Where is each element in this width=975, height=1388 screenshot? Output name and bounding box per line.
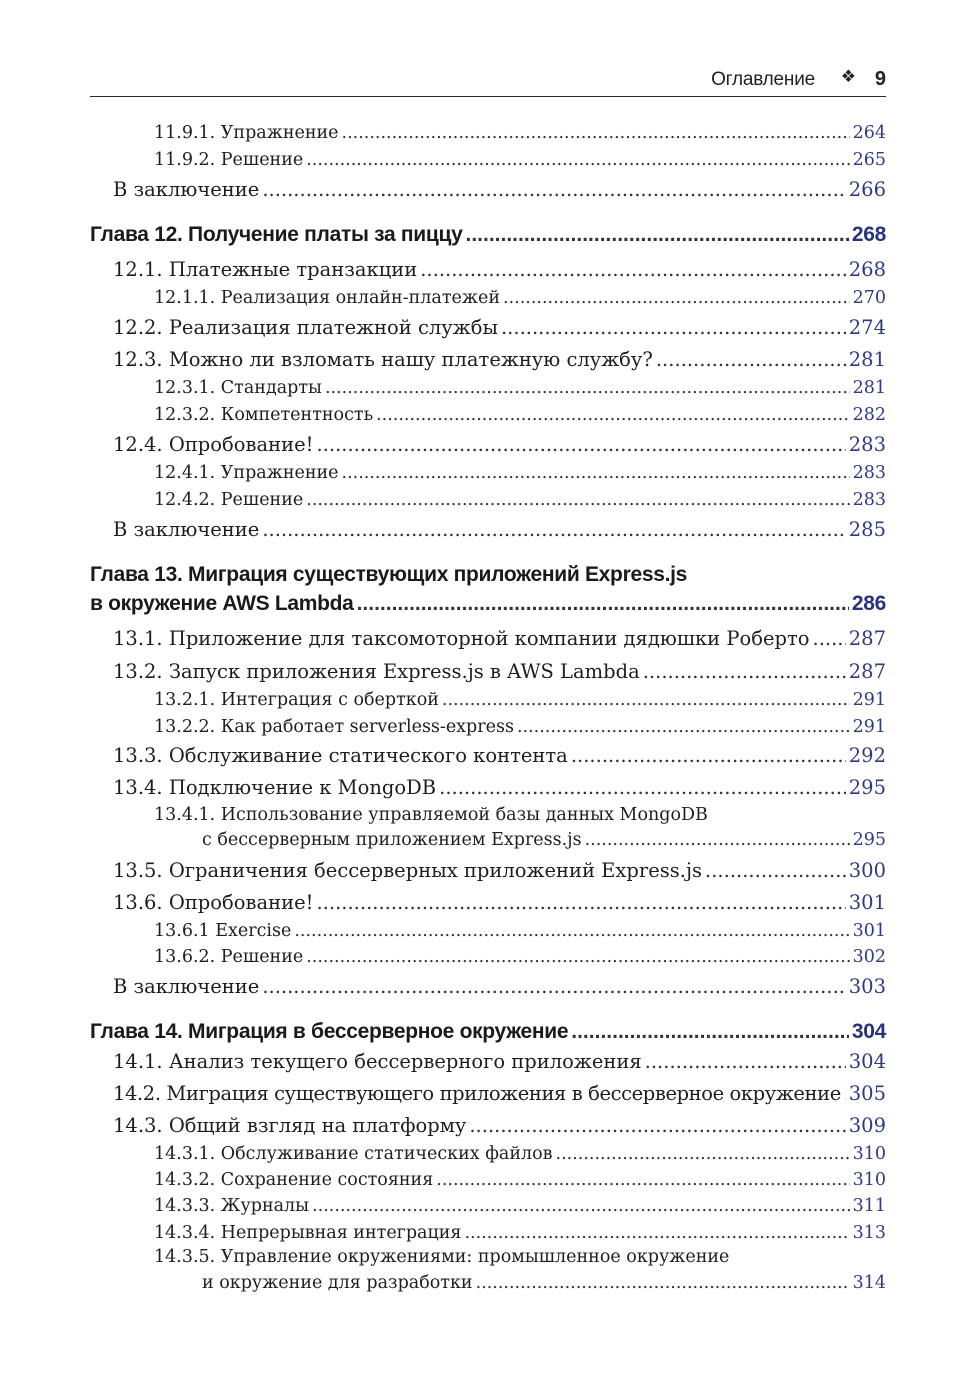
toc-page: 283 [852,490,886,510]
toc-page: 313 [852,1223,886,1243]
toc-entry[interactable]: 14.3. Общий взгляд на платформу ..... 309 [113,1114,886,1140]
page-number: 9 [874,68,886,90]
toc-page: 310 [852,1170,886,1190]
toc-page: 301 [852,921,886,941]
toc-page: 283 [848,433,886,456]
ornament-icon: ❖ [840,67,856,87]
toc-page: 301 [848,891,886,914]
toc-page: 302 [852,947,886,967]
toc-chapter[interactable]: Глава 14. Миграция в бессерверное окружение ..... 304 [90,1020,886,1046]
toc-page: 283 [852,463,886,483]
toc-page: 292 [848,744,886,767]
toc-page: 291 [852,717,886,737]
toc-page: 295 [852,830,886,850]
toc-page: 270 [852,288,886,308]
toc-entry-title-line1: 14.3.5. Управление окружениями: промышленное окружение [154,1247,730,1267]
toc-entry[interactable]: 13.5. Ограничения бессерверных приложений Express.js ..... 300 [113,859,886,885]
toc-entry[interactable]: 12.3.1. Стандарты ..... 281 [154,378,886,404]
toc-entry[interactable]: 12.3.2. Компетентность ..... 282 [154,405,886,431]
toc-page: 305 [848,1082,886,1105]
toc-page: 264 [852,123,886,143]
toc-page: 268 [848,258,886,281]
toc-entry[interactable]: В заключение ..... 285 [113,518,886,544]
toc-entry[interactable]: В заключение ..... 266 [113,178,886,204]
toc-page: 274 [848,316,886,339]
toc-entry-title-line1: 13.4.1. Использование управляемой базы данных MongoDB [154,805,708,825]
toc-page: 304 [851,1020,886,1043]
toc-page: 287 [848,660,886,683]
toc-entry[interactable]: 12.4.2. Решение ..... 283 [154,490,886,516]
toc-entry[interactable]: 14.3.1. Обслуживание статических файлов ..... 310 [154,1144,886,1170]
toc-page: 285 [848,518,886,541]
toc-page: 311 [852,1196,886,1216]
toc-entry[interactable]: 12.3. Можно ли взломать нашу платежную службу? ..... 281 [113,348,886,374]
toc-page: 281 [852,378,886,398]
toc-entry[interactable]: 11.9.1. Упражнение ..... 264 [154,123,886,149]
toc-entry[interactable]: 13.3. Обслуживание статического контента ..... 292 [113,744,886,770]
toc-entry[interactable]: 12.4.1. Упражнение ..... 283 [154,463,886,489]
toc-entry[interactable]: 14.2. Миграция существующего приложения в бессерверное окружение ..... 305 [113,1082,886,1108]
toc-entry[interactable]: 13.6.1 Exercise ..... 301 [154,921,886,947]
toc-entry[interactable]: 12.1. Платежные транзакции ..... 268 [113,258,886,284]
toc-chapter[interactable]: в окружение AWS Lambda ..... 286 [90,592,886,618]
toc-entry[interactable]: 13.1. Приложение для таксомоторной компании дядюшки Роберто ..... 287 [113,627,886,653]
toc-page: 268 [851,223,886,246]
toc-page: 291 [852,690,886,710]
toc-entry[interactable]: 12.1.1. Реализация онлайн-платежей ..... 270 [154,288,886,314]
toc-entry[interactable]: 13.2. Запуск приложения Express.js в AWS Lambda ..... 287 [113,660,886,686]
toc-page: 281 [848,348,886,371]
running-header [90,66,886,97]
toc-entry[interactable]: с бессерверным приложением Express.js ..... 295 [202,830,886,856]
header-title: Оглавление [711,69,815,90]
toc-entry[interactable]: 13.4. Подключение к MongoDB ..... 295 [113,776,886,802]
toc-entry[interactable]: 12.4. Опробование! ..... 283 [113,433,886,459]
toc-entry[interactable]: 13.2.2. Как работает serverless-express ..... 291 [154,717,886,743]
toc-page: 304 [848,1050,886,1073]
toc-entry[interactable]: и окружение для разработки ..... 314 [202,1273,886,1299]
toc-entry[interactable]: В заключение ..... 303 [113,975,886,1001]
toc-page: 314 [852,1273,886,1293]
toc-page: 282 [852,405,886,425]
toc-chapter[interactable]: Глава 12. Получение платы за пиццу ..... 268 [90,223,886,249]
toc-entry[interactable]: 11.9.2. Решение ..... 265 [154,150,886,176]
toc-page: 295 [848,776,886,799]
toc-entry[interactable]: 13.6.2. Решение ..... 302 [154,947,886,973]
toc-page: 300 [848,859,886,882]
toc-chapter-title-line1: Глава 13. Миграция существующих приложений Express.js [90,563,688,586]
toc-entry[interactable]: 14.3.4. Непрерывная интеграция ..... 313 [154,1223,886,1249]
toc-page: 286 [851,592,886,615]
toc-entry[interactable]: 14.3.3. Журналы ..... 311 [154,1196,886,1222]
toc-entry[interactable]: 13.2.1. Интеграция с оберткой ..... 291 [154,690,886,716]
toc-entry[interactable]: 12.2. Реализация платежной службы ..... 274 [113,316,886,342]
toc-page: 303 [848,975,886,998]
toc-entry[interactable]: 14.3.2. Сохранение состояния ..... 310 [154,1170,886,1196]
toc-entry[interactable]: 13.6. Опробование! ..... 301 [113,891,886,917]
toc-entry[interactable]: 14.1. Анализ текущего бессерверного приложения ..... 304 [113,1050,886,1076]
toc-page: 265 [852,150,886,170]
toc-page: 287 [848,627,886,650]
toc-page: 309 [848,1114,886,1137]
toc-page: 310 [852,1144,886,1164]
toc-page: 266 [848,178,886,201]
